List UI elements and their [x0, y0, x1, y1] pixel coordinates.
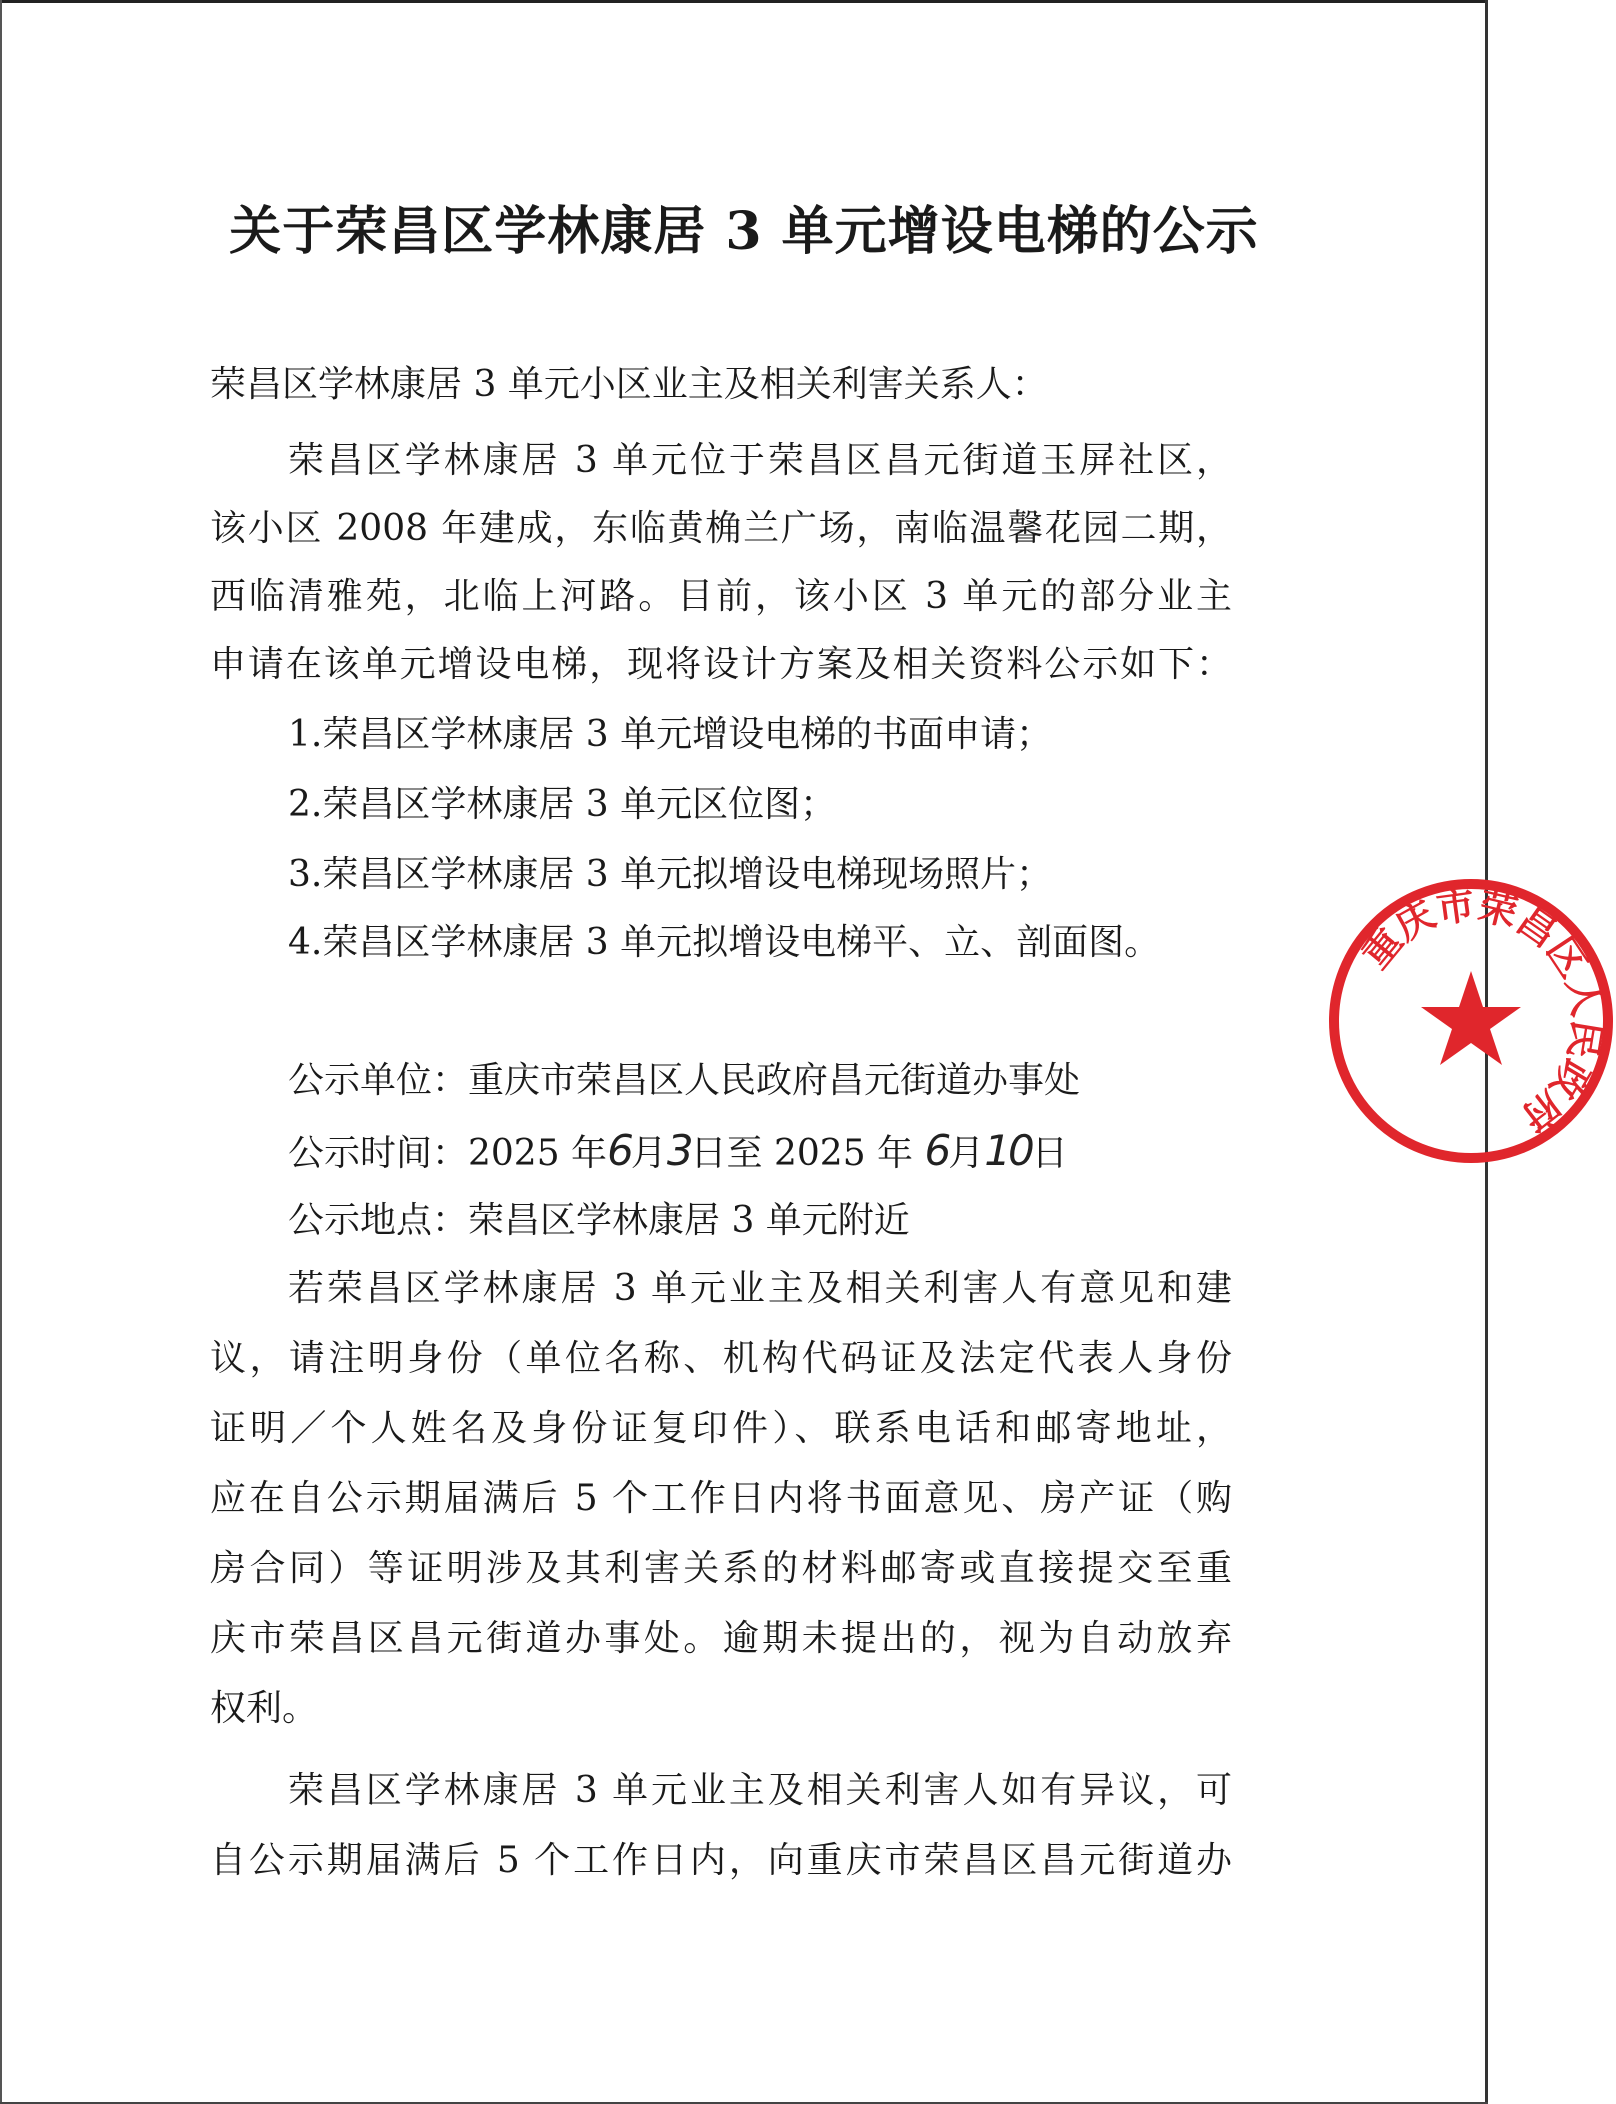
notice-time	[288, 1126, 1068, 1179]
objection-line-4: 应在自公示期届满后 5 个工作日内将书面意见、房产证（购	[210, 1478, 1232, 1519]
notice-location: 公示地点：荣昌区学林康居 3 单元附近	[288, 1200, 910, 1241]
scan-edge-left	[0, 0, 2, 2104]
intro-line-3: 西临清雅苑，北临上河路。目前，该小区 3 单元的部分业主	[210, 576, 1232, 617]
objection-line-3: 证明／个人姓名及身份证复印件）、联系电话和邮寄地址，	[210, 1408, 1232, 1449]
material-item-1: 1.荣昌区学林康居 3 单元增设电梯的书面申请；	[288, 714, 1053, 755]
handwritten-end-month: 6	[924, 1126, 949, 1175]
objection-line-1: 若荣昌区学林康居 3 单元业主及相关利害人有意见和建	[288, 1268, 1232, 1309]
material-item-2: 2.荣昌区学林康居 3 单元区位图；	[288, 784, 837, 825]
material-item-4: 4.荣昌区学林康居 3 单元拟增设电梯平、立、剖面图。	[288, 922, 1161, 963]
handwritten-start-month: 6	[607, 1126, 631, 1175]
official-seal	[1326, 876, 1616, 1166]
intro-line-4: 申请在该单元增设电梯，现将设计方案及相关资料公示如下：	[210, 644, 1232, 685]
intro-line-2: 该小区 2008 年建成，东临黄桷兰广场，南临温馨花园二期，	[210, 508, 1232, 549]
intro-line-1: 荣昌区学林康居 3 单元位于荣昌区昌元街道玉屏社区，	[288, 440, 1232, 481]
material-item-3: 3.荣昌区学林康居 3 单元拟增设电梯现场照片；	[288, 854, 1053, 895]
notice-time-middle: 日至 2025 年	[690, 1133, 914, 1174]
salutation: 荣昌区学林康居 3 单元小区业主及相关利害关系人：	[210, 364, 1048, 405]
objection-line-6: 庆市荣昌区昌元街道办事处。逾期未提出的，视为自动放弃	[210, 1618, 1232, 1659]
notice-time-prefix: 公示时间：2025 年	[288, 1133, 608, 1174]
notice-month-char-2: 月	[948, 1133, 985, 1174]
seal-star-icon	[1421, 971, 1521, 1065]
notice-unit: 公示单位：重庆市荣昌区人民政府昌元街道办事处	[288, 1060, 1081, 1101]
handwritten-end-day: 10	[984, 1126, 1032, 1175]
objection-line-7: 权利。	[210, 1688, 319, 1729]
scan-edge-top	[0, 0, 1488, 3]
dispute-line-1: 荣昌区学林康居 3 单元业主及相关利害人如有异议，可	[288, 1770, 1232, 1811]
seal-text: 重庆市荣昌区人民政府	[1352, 881, 1611, 1142]
objection-line-5: 房合同）等证明涉及其利害关系的材料邮寄或直接提交至重	[210, 1548, 1232, 1589]
document-title: 关于荣昌区学林康居 3 单元增设电梯的公示	[229, 201, 1259, 262]
dispute-line-2: 自公示期届满后 5 个工作日内，向重庆市荣昌区昌元街道办	[210, 1840, 1232, 1881]
notice-day-char: 日	[1031, 1133, 1068, 1174]
handwritten-start-day: 3	[666, 1126, 691, 1175]
notice-month-char-1: 月	[630, 1133, 667, 1174]
objection-line-2: 议，请注明身份（单位名称、机构代码证及法定代表人身份	[210, 1338, 1232, 1379]
